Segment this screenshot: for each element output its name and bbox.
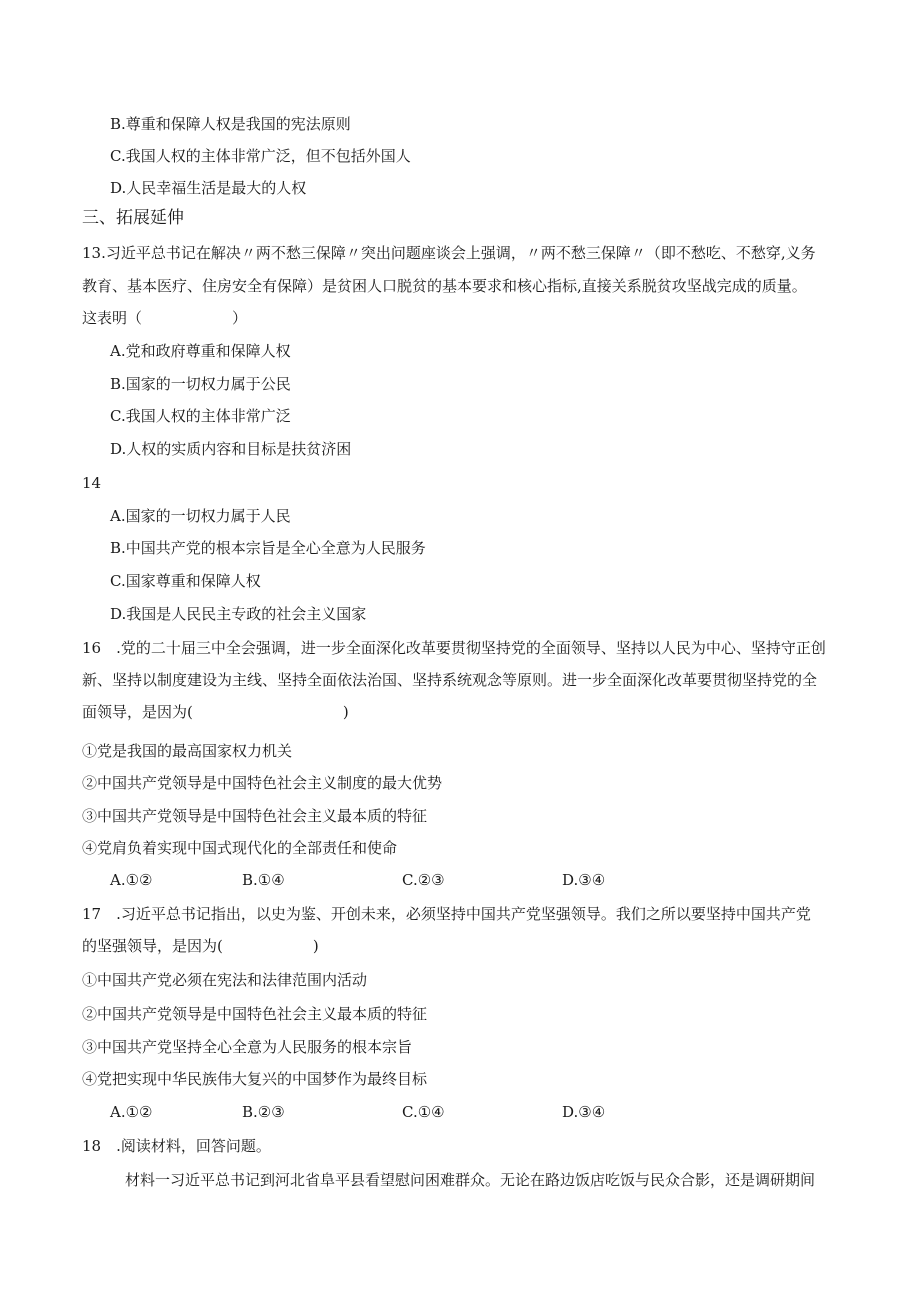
q16-choice-a: A.①② <box>110 871 153 889</box>
q17-choice-d: D.③④ <box>562 1103 606 1121</box>
q16-stem-line-2: 新、坚持以制度建设为主线、坚持全面依法治国、坚持系统观念等原则。进一步全面深化改革要贯彻坚持党的全 <box>82 671 818 689</box>
q14-number: 14 <box>82 474 102 492</box>
q16-item-1: ①党是我国的最高国家权力机关 <box>82 742 293 760</box>
q16-stem-line-1: 16 .党的二十届三中全会强调，进一步全面深化改革要贯彻坚持党的全面领导、坚持以人民为中心、坚持守正创 <box>82 639 826 657</box>
q17-choice-c: C.①④ <box>402 1103 445 1121</box>
q17-choice-a: A.①② <box>110 1103 153 1121</box>
q13-option-d: D.人权的实质内容和目标是扶贫济困 <box>110 440 352 458</box>
q12-option-d: D.人民幸福生活是最大的人权 <box>110 179 307 197</box>
q13-option-b: B.国家的一切权力属于公民 <box>110 375 291 393</box>
q14-option-d: D.我国是人民民主专政的社会主义国家 <box>110 605 367 623</box>
q12-option-b: B.尊重和保障人权是我国的宪法原则 <box>110 115 351 133</box>
q18-material-line-1: 材料一习近平总书记到河北省阜平县看望慰问困难群众。无论在路边饭店吃饭与民众合影，还是调研期间 <box>125 1171 816 1189</box>
q13-stem-line-3: 这表明（ ） <box>82 309 248 327</box>
q16-choice-b: B.①④ <box>242 871 285 889</box>
q17-item-2: ②中国共产党领导是中国特色社会主义最本质的特征 <box>82 1005 428 1023</box>
q17-item-4: ④党把实现中华民族伟大复兴的中国梦作为最终目标 <box>82 1070 428 1088</box>
q14-option-c: C.国家尊重和保障人权 <box>110 572 261 590</box>
q16-item-3: ③中国共产党领导是中国特色社会主义最本质的特征 <box>82 807 428 825</box>
q17-item-3: ③中国共产党坚持全心全意为人民服务的根本宗旨 <box>82 1038 413 1056</box>
q16-choice-d: D.③④ <box>562 871 606 889</box>
q17-choice-b: B.②③ <box>242 1103 285 1121</box>
q17-item-1: ①中国共产党必须在宪法和法律范围内活动 <box>82 971 368 989</box>
q13-option-a: A.党和政府尊重和保障人权 <box>110 342 291 360</box>
q16-stem-line-3: 面领导，是因为( ) <box>82 703 349 721</box>
q12-option-c: C.我国人权的主体非常广泛，但不包括外国人 <box>110 147 411 165</box>
q13-option-c: C.我国人权的主体非常广泛 <box>110 407 291 425</box>
q13-stem-line-1: 13.习近平总书记在解决〃两不愁三保障〃突出问题座谈会上强调，〃两不愁三保障〃（即不愁吃、不愁穿,义务 <box>82 244 816 262</box>
q16-item-4: ④党肩负着实现中国式现代化的全部责任和使命 <box>82 839 398 857</box>
q14-option-a: A.国家的一切权力属于人民 <box>110 507 291 525</box>
q18-stem: 18 .阅读材料，回答问题。 <box>82 1137 271 1155</box>
q17-stem-line-2: 的坚强领导，是因为( ) <box>82 937 319 955</box>
q17-stem-line-1: 17 .习近平总书记指出，以史为鉴、开创未来，必须坚持中国共产党坚强领导。我们之所以要坚持中国共产党 <box>82 905 811 923</box>
q16-item-2: ②中国共产党领导是中国特色社会主义制度的最大优势 <box>82 774 443 792</box>
q13-stem-line-2: 教育、基本医疗、住房安全有保障）是贫困人口脱贫的基本要求和核心指标,直接关系脱贫攻坚战完成的质量。 <box>82 277 807 295</box>
q16-choice-c: C.②③ <box>402 871 445 889</box>
section-heading: 三、拓展延伸 <box>82 208 184 228</box>
q14-option-b: B.中国共产党的根本宗旨是全心全意为人民服务 <box>110 539 426 557</box>
